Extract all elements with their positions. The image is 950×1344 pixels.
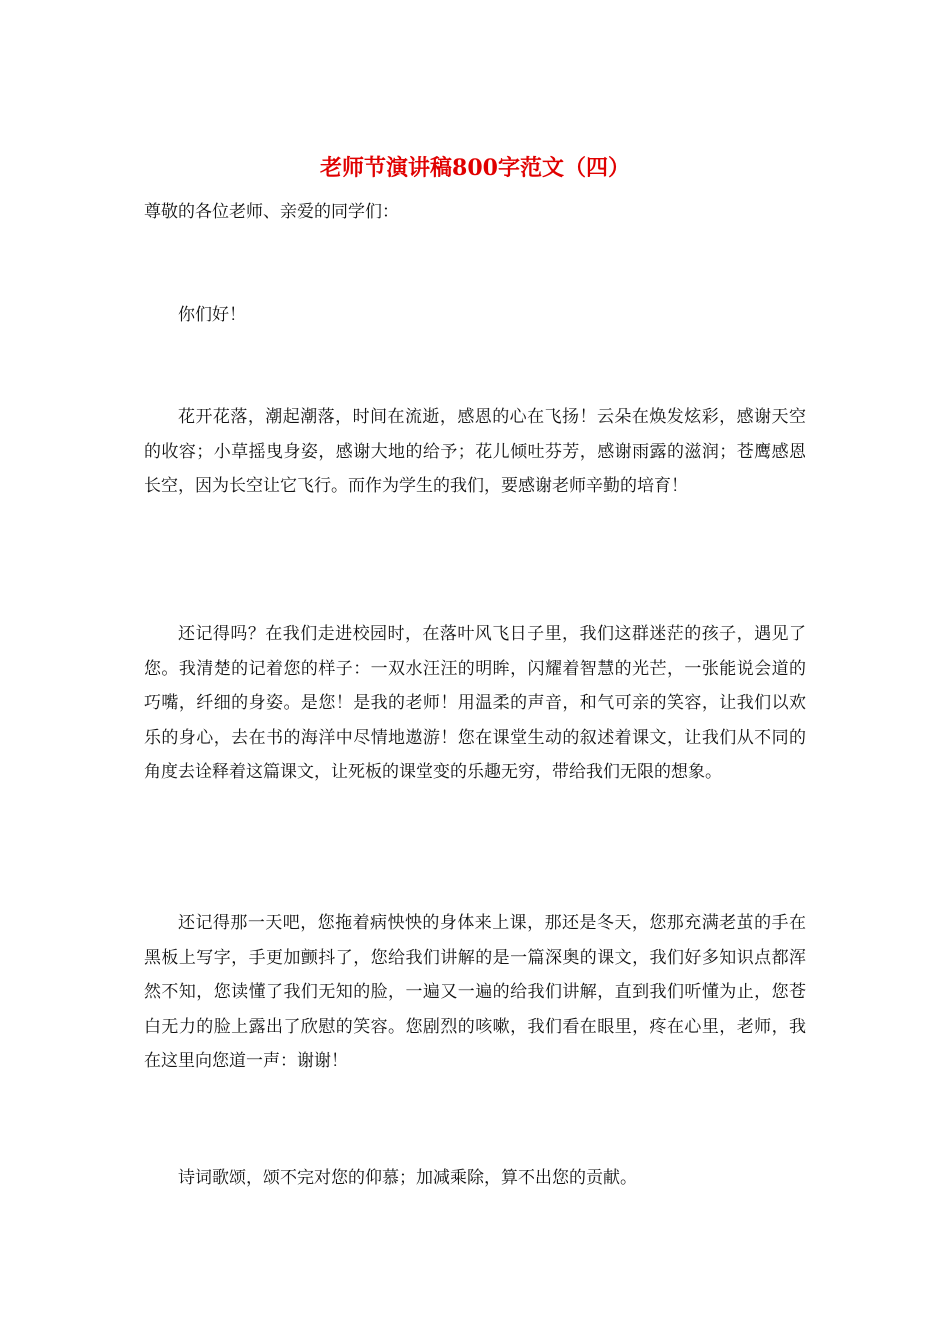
document-title: 老师节演讲稿800字范文（四） — [320, 155, 630, 181]
paragraph-gratitude: 花开花落，潮起潮落，时间在流逝，感恩的心在飞扬！云朵在焕发炫彩，感谢天空的收容；小草摇曳身姿，感谢大地的给予；花儿倾吐芬芳，感谢雨露的滋润；苍鹰感恩长空，因为长空让它飞行。而作为学生的我们，要感谢老师辛勤的培育！ — [144, 407, 806, 496]
paragraph-poem: 诗词歌颂，颂不完对您的仰慕；加减乘除，算不出您的贡献。 — [178, 1168, 637, 1188]
paragraph-memory: 还记得吗？在我们走进校园时，在落叶风飞日子里，我们这群迷茫的孩子，遇见了您。我清楚的记着您的样子：一双水汪汪的明眸，闪耀着智慧的光芒，一张能说会道的巧嘴，纤细的身姿。是您！是我的老师！用温柔的声音，和气可亲的笑容，让我们以欢乐的身心，去在书的海洋中尽情地遨游！您在课堂生动的叙述着课文，让我们从不同的角度去诠释着这篇课文，让死板的课堂变的乐趣无穷，带给我们无限的想象。 — [144, 624, 806, 782]
paragraph-greeting: 你们好！ — [178, 305, 246, 325]
salutation: 尊敬的各位老师、亲爱的同学们： — [144, 202, 399, 222]
paragraph-sick-day: 还记得那一天吧，您拖着病怏怏的身体来上课，那还是冬天，您那充满老茧的手在黑板上写字，手更加颤抖了，您给我们讲解的是一篇深奥的课文，我们好多知识点都浑然不知，您读懂了我们无知的脸，一遍又一遍的给我们讲解，直到我们听懂为止，您苍白无力的脸上露出了欣慰的笑容。您剧烈的咳嗽，我们看在眼里，疼在心里，老师，我在这里向您道一声：谢谢！ — [144, 913, 806, 1071]
